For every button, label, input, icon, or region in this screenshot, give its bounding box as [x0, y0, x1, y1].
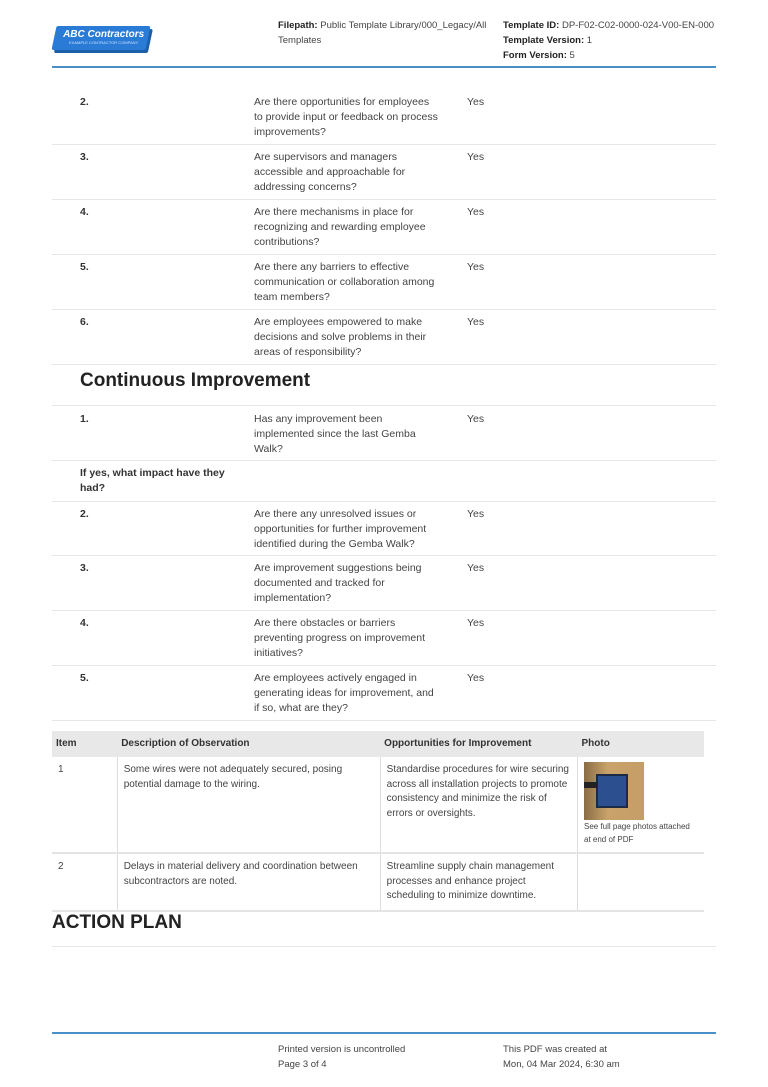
- table-row: [52, 853, 704, 911]
- answer[interactable]: Yes: [467, 672, 485, 684]
- question-row: [52, 150, 716, 200]
- template-version: 1: [586, 35, 593, 46]
- question-number: If yes, what impact have they had?: [80, 467, 225, 494]
- question-text: Has any improvement been implemented since the last Gemba Walk?: [254, 413, 416, 455]
- question-row: [52, 507, 716, 556]
- answer[interactable]: Yes: [467, 151, 485, 163]
- answer[interactable]: Yes: [467, 261, 485, 273]
- filepath-label: Filepath:: [278, 20, 318, 31]
- description-cell: Some wires were not adequately secured, posing potential damage to the wiring.: [117, 757, 380, 853]
- template-info: [503, 18, 714, 63]
- observation-table: [52, 731, 704, 912]
- question-number: 3.: [80, 151, 89, 163]
- question-text: Are improvement suggestions being documented and tracked for implementation?: [254, 562, 422, 604]
- photo-caption: See full page photos attached at end of PDF: [584, 822, 690, 844]
- col-photo: Photo: [578, 731, 705, 757]
- question-text: Are supervisors and managers accessible and approachable for addressing concerns?: [254, 151, 406, 193]
- divider: [52, 946, 716, 947]
- question-text: Are employees actively engaged in generating ideas for improvement, and if so, what are they?: [254, 672, 434, 714]
- question-row: [52, 616, 716, 666]
- question-number: 4.: [80, 617, 89, 629]
- question-number: 5.: [80, 261, 89, 273]
- question-number: 5.: [80, 672, 89, 684]
- question-text: Are there opportunities for employees to provide input or feedback on process improvements?: [254, 96, 438, 138]
- uncontrolled-notice: Printed version is uncontrolled: [278, 1044, 406, 1055]
- answer[interactable]: Yes: [467, 96, 485, 108]
- col-opportunities: Opportunities for Improvement: [380, 731, 577, 757]
- template-version-label: Template Version:: [503, 35, 585, 46]
- form-version: 5: [569, 50, 575, 61]
- item-cell: 1: [52, 757, 117, 853]
- question-row: [52, 95, 716, 145]
- question-row: [52, 671, 716, 721]
- question-row: [52, 466, 716, 502]
- logo-tagline: EXAMPLE CONTRACTOR COMPANY: [69, 40, 139, 45]
- answer[interactable]: Yes: [467, 206, 485, 218]
- page-footer: [52, 1032, 716, 1070]
- question-number: 3.: [80, 562, 89, 574]
- answer[interactable]: Yes: [467, 562, 485, 574]
- answer[interactable]: Yes: [467, 316, 485, 328]
- item-cell: 2: [52, 853, 117, 911]
- created-date: Mon, 04 Mar 2024, 6:30 am: [503, 1059, 620, 1070]
- col-item: Item: [52, 731, 117, 757]
- question-number: 4.: [80, 206, 89, 218]
- divider: [52, 405, 716, 406]
- question-text: Are employees empowered to make decisions and solve problems in their areas of responsibility?: [254, 316, 427, 358]
- opportunity-cell: Standardise procedures for wire securing across all installation projects to promote consistency and minimize the risk of errors or oversights.: [380, 757, 577, 853]
- table-row: [52, 757, 704, 853]
- question-number: 6.: [80, 316, 89, 328]
- photo-cell: [578, 853, 705, 911]
- question-number: 2.: [80, 508, 89, 520]
- filepath-value: Public Template Library/000_Legacy/All Templates: [278, 20, 487, 46]
- question-text: Are there obstacles or barriers preventing progress on improvement initiatives?: [254, 617, 426, 659]
- page-header: [52, 0, 716, 68]
- question-row: [52, 412, 716, 461]
- question-number: 2.: [80, 96, 89, 108]
- description-cell: Delays in material delivery and coordination between subcontractors are noted.: [117, 853, 380, 911]
- logo-text: ABC Contractors: [63, 29, 145, 40]
- question-text: Are there any unresolved issues or opportunities for further improvement identified during the Gemba Walk?: [254, 508, 427, 550]
- question-text: Are there any barriers to effective communication or collaboration among team members?: [254, 261, 435, 303]
- observation-photo[interactable]: [584, 762, 644, 820]
- created-label: This PDF was created at: [503, 1044, 608, 1055]
- template-id: DP-F02-C02-0000-024-V00-EN-000: [561, 20, 715, 31]
- action-plan-title: ACTION PLAN: [52, 912, 182, 933]
- question-row: [52, 205, 716, 255]
- question-row: [52, 315, 716, 365]
- photo-cell: [578, 757, 705, 853]
- question-text: Are there mechanisms in place for recognizing and rewarding employee contributions?: [254, 206, 426, 248]
- answer[interactable]: Yes: [467, 508, 485, 520]
- answer[interactable]: Yes: [467, 413, 485, 425]
- template-id-label: Template ID:: [503, 20, 560, 31]
- question-number: 1.: [80, 413, 89, 425]
- company-logo: [51, 26, 150, 50]
- filepath: [278, 18, 500, 48]
- section-title: Continuous Improvement: [80, 370, 311, 391]
- question-row: [52, 260, 716, 310]
- form-version-label: Form Version:: [503, 50, 567, 61]
- page-number: Page 3 of 4: [278, 1059, 327, 1070]
- question-row: [52, 561, 716, 611]
- answer[interactable]: Yes: [467, 617, 485, 629]
- opportunity-cell: Streamline supply chain management processes and enhance project scheduling to minimize downtime.: [380, 853, 577, 911]
- col-description: Description of Observation: [117, 731, 380, 757]
